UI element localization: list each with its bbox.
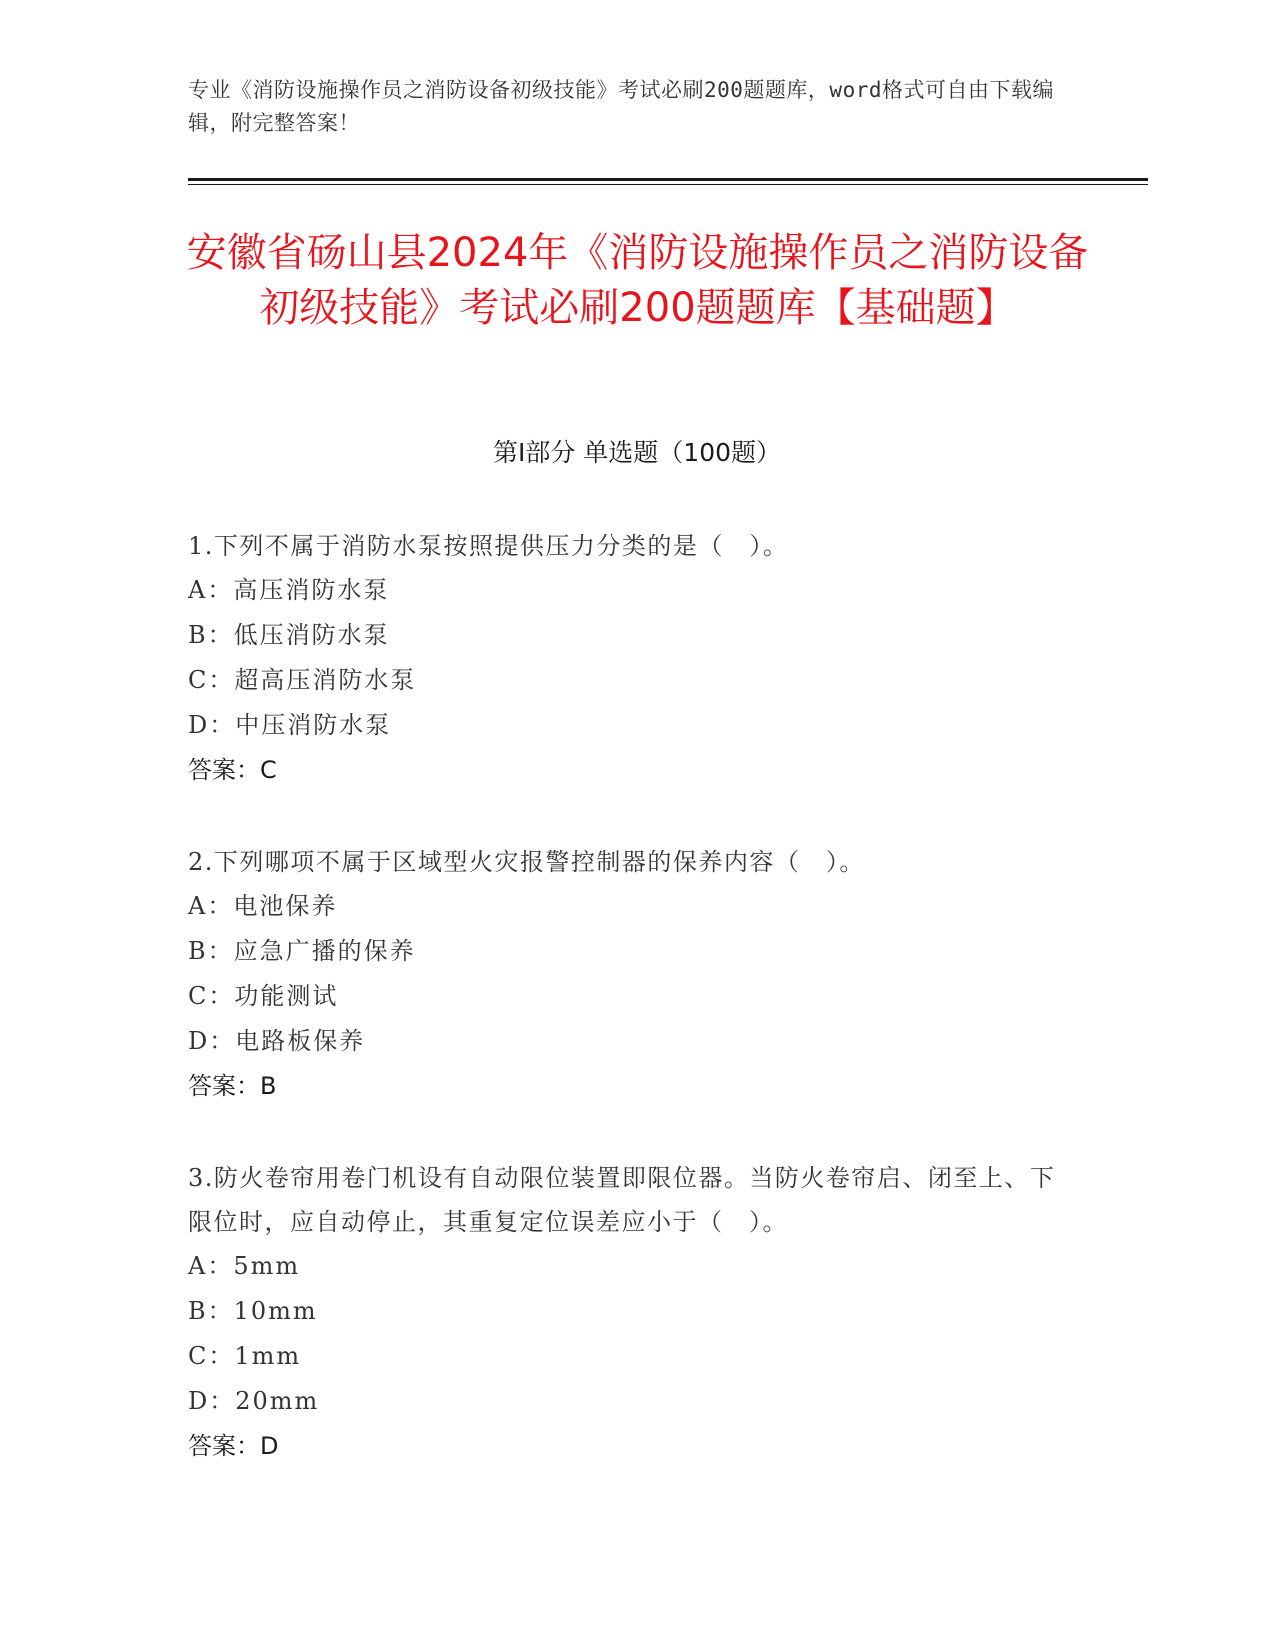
section-heading: 第I部分 单选题（100题） <box>492 438 782 467</box>
option-c: C：1mm <box>188 1342 302 1370</box>
option-b: B：10mm <box>188 1297 318 1325</box>
option-a: A：电池保养 <box>188 892 338 920</box>
document-title: 安徽省砀山县2024年《消防设施操作员之消防设备初级技能》考试必刷200题题库【基础题】 <box>186 230 1089 331</box>
option-a: A：高压消防水泵 <box>188 576 390 604</box>
option-c: C：超高压消防水泵 <box>188 666 417 694</box>
option-d: D：20mm <box>188 1387 320 1415</box>
question-stem: 1.下列不属于消防水泵按照提供压力分类的是（ ）。 <box>188 532 789 560</box>
question-stem: 3.防火卷帘用卷门机设有自动限位装置即限位器。当防火卷帘启、闭至上、下限位时，应自动停止，其重复定位误差应小于（ ）。 <box>188 1164 1056 1236</box>
answer: 答案：C <box>188 756 277 784</box>
option-a: A：5mm <box>188 1252 301 1280</box>
option-c: C：功能测试 <box>188 982 339 1010</box>
header-divider-thick <box>188 178 1148 181</box>
option-d: D：电路板保养 <box>188 1027 366 1055</box>
header-note: 专业《消防设施操作员之消防设备初级技能》考试必刷200题题库，word格式可自由下载编辑，附完整答案！ <box>188 78 1054 135</box>
answer: 答案：D <box>188 1432 279 1460</box>
header-divider-thin <box>188 184 1148 185</box>
question-stem: 2.下列哪项不属于区域型火灾报警控制器的保养内容（ ）。 <box>188 848 865 876</box>
answer: 答案：B <box>188 1072 277 1100</box>
question-1 <box>188 524 1068 792</box>
question-3 <box>188 1156 1068 1468</box>
option-b: B：低压消防水泵 <box>188 621 390 649</box>
option-b: B：应急广播的保养 <box>188 937 416 965</box>
option-d: D：中压消防水泵 <box>188 711 392 739</box>
question-2 <box>188 840 1068 1108</box>
